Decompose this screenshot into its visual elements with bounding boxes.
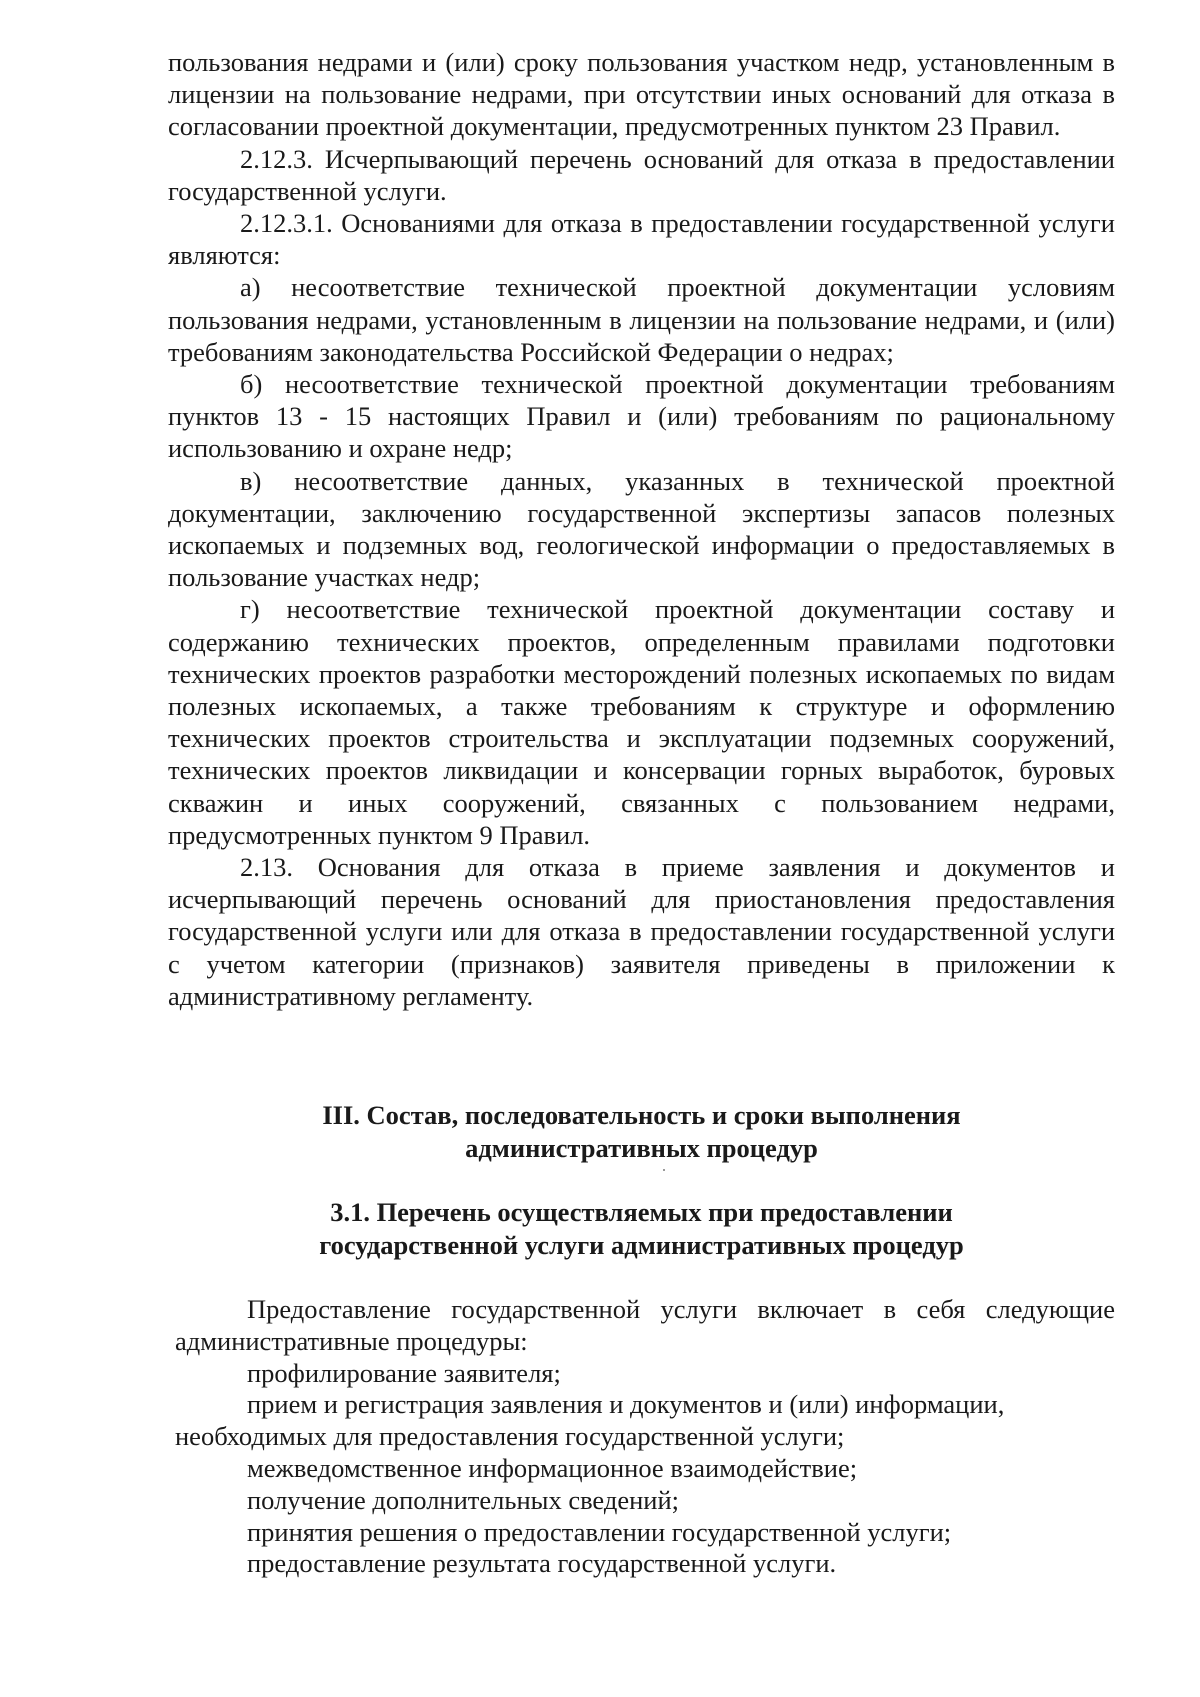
paragraph-item-b: б) несоответствие технической проектной документации требованиям пунктов 13 - 15 настоящих Правил и (или) требованиям по рациональному использованию и охране недр;: [168, 369, 1115, 464]
scan-artifact-dot: [663, 1169, 665, 1171]
section-heading-line-1: III. Состав, последовательность и сроки выполнения: [322, 1100, 961, 1130]
procedure-item: профилирование заявителя;: [247, 1357, 561, 1388]
section-heading-line-2: административных процедур: [465, 1132, 818, 1163]
paragraph-item-a: а) несоответствие технической проектной документации условиям пользования недрами, установленным в лицензии на пользование недрами, и (или) требованиям законодательства Российской Федерации о недрах;: [168, 272, 1115, 367]
paragraph-2-12-3: 2.12.3. Исчерпывающий перечень оснований для отказа в предоставлении государственной услуги.: [168, 143, 1115, 206]
paragraph-2-12-3-1: 2.12.3.1. Основаниями для отказа в предоставлении государственной услуги являются:: [168, 208, 1115, 271]
document-body: [168, 46, 1115, 1012]
subsection-heading-line-1: 3.1. Перечень осуществляемых при предоставлении: [330, 1197, 953, 1227]
subsection-heading-line-2: государственной услуги административных процедур: [319, 1229, 964, 1260]
procedure-item: предоставление результата государственной услуги.: [247, 1548, 837, 1579]
procedures-block: [175, 1294, 1115, 1580]
procedure-item: получение дополнительных сведений;: [247, 1484, 679, 1515]
paragraph-item-v: в) несоответствие данных, указанных в технической проектной документации, заключению государственной экспертизы запасов полезных ископаемых и подземных вод, геологической информации о предоставляемых в пользование участках недр;: [168, 465, 1115, 593]
paragraph-continuation: пользования недрами и (или) сроку пользования участком недр, установленным в лицензии на пользование недрами, при отсутствии иных оснований для отказа в согласовании проектной документации, предусмотренных пунктом 23 Правил.: [168, 47, 1115, 142]
paragraph-2-13: 2.13. Основания для отказа в приеме заявления и документов и исчерпывающий перечень оснований для приостановления предоставления государственной услуги или для отказа в предоставлении государственной услуги с учетом категории (признаков) заявителя приведены в приложении к административному регламенту.: [168, 852, 1115, 1011]
section-heading: [168, 1099, 1115, 1164]
procedure-item: прием и регистрация заявления и документов и (или) информации, необходимых для предоставления государственной услуги;: [175, 1389, 1005, 1452]
subsection-heading: [168, 1196, 1115, 1261]
procedures-intro: Предоставление государственной услуги включает в себя следующие административные процедуры:: [175, 1294, 1115, 1356]
procedure-item: принятия решения о предоставлении государственной услуги;: [247, 1516, 952, 1547]
procedure-item: межведомственное информационное взаимодействие;: [247, 1452, 858, 1483]
paragraph-item-g: г) несоответствие технической проектной документации составу и содержанию технических проектов, определенным правилами подготовки технических проектов разработки месторождений полезных ископаемых по видам полезных ископаемых, а также требованиям к структуре и оформлению технических проектов строительства и эксплуатации подземных сооружений, технических проектов ликвидации и консервации горных выработок, буровых скважин и иных сооружений, связанных с пользованием недрами, предусмотренных пунктом 9 Правил.: [168, 594, 1115, 850]
